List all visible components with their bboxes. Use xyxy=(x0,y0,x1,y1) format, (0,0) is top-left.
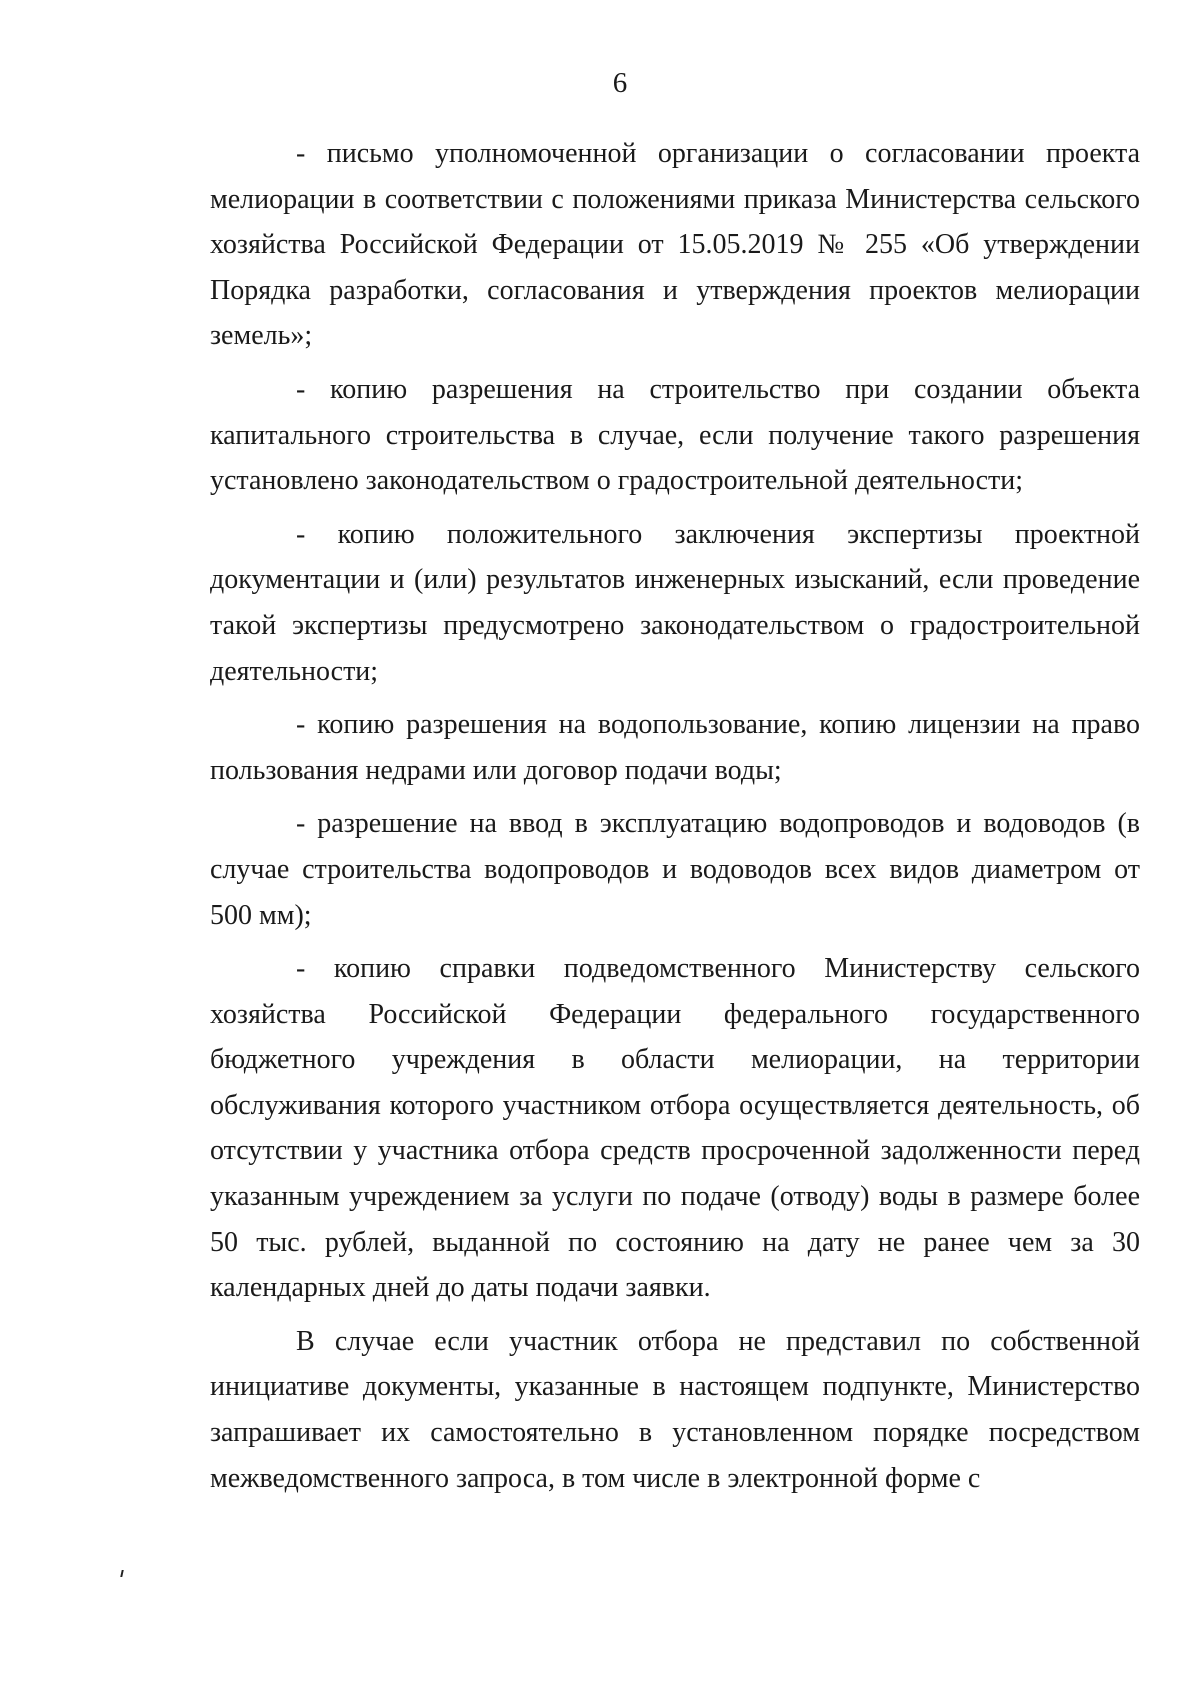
page-number: 6 xyxy=(612,67,628,99)
interagency-request-paragraph: В случае если участник отбора не представил по собственной инициативе документы, указанные в настоящем подпункте, Министерство запрашивает их самостоятельно в установленном порядке посредством межведомственного запроса, в том числе в электронной форме с xyxy=(210,1325,1140,1494)
list-item-debt-certificate: - копию справки подведомственного Министерству сельского хозяйства Российской Федерации федерального государственного бюджетного учреждения в области мелиорации, на территории обслуживания которого участником отбора осуществляется деятельность, об отсутствии у участника отбора средств просроченной задолженности перед указанным учреждением за услуги по подаче (отводу) воды в размере более 50 тыс. рублей, выданной по состоянию на дату не ранее чем за 30 календарных дней до даты подачи заявки. xyxy=(210,953,1140,1304)
list-item-expertise-conclusion: - копию положительного заключения экспертизы проектной документации и (или) результатов инженерных изысканий, если проведение такой экспертизы предусмотрено законодательством о градостроительной деятельности; xyxy=(210,518,1140,687)
document-body xyxy=(210,131,1140,1501)
list-item-water-use-permit: - копию разрешения на водопользование, копию лицензии на право пользования недрами или договор подачи воды; xyxy=(210,709,1140,786)
list-item-construction-permit: - копию разрешения на строительство при создании объекта капитального строительства в случае, если получение такого разрешения установлено законодательством о градостроительной деятельности; xyxy=(210,373,1140,497)
list-item-melioration-approval-letter: - письмо уполномоченной организации о согласовании проекта мелиорации в соответствии с положениями приказа Министерства сельского хозяйства Российской Федерации от 15.05.2019 № 255 «Об утверждении Порядка разработки, согласования и утверждения проектов мелиорации земель»; xyxy=(210,138,1140,352)
list-item-commissioning-permit: - разрешение на ввод в эксплуатацию водопроводов и водоводов (в случае строительства водопроводов и водоводов всех видов диаметром от 500 мм); xyxy=(210,808,1140,931)
scan-artifact-mark xyxy=(120,1570,123,1577)
